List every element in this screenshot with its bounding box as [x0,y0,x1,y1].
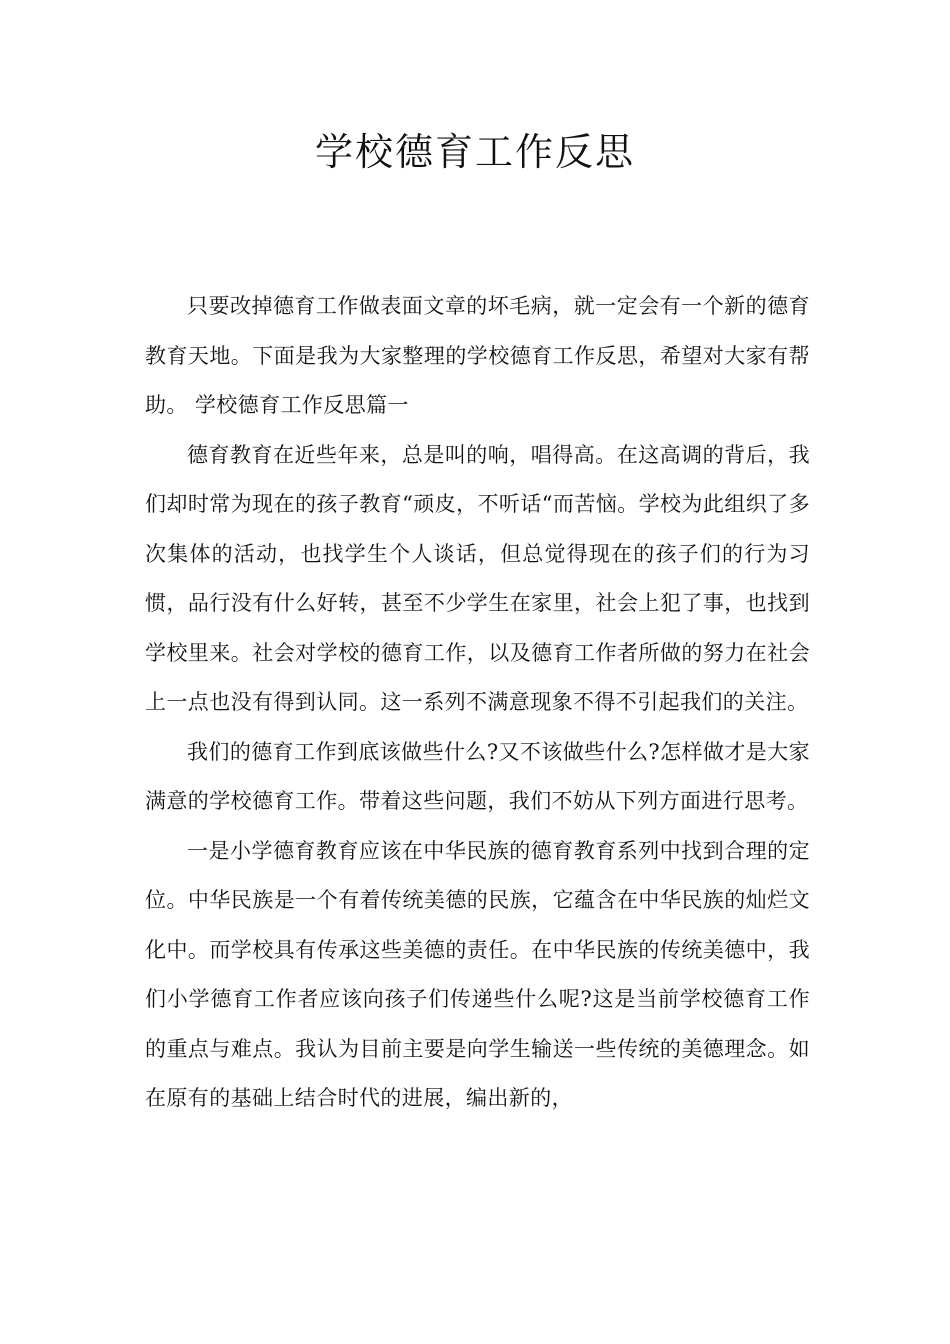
paragraph-background: 德育教育在近些年来，总是叫的响，唱得高。在这高调的背后，我们却时常为现在的孩子教育“顽皮，不听话“而苦恼。学校为此组织了多次集体的活动，也找学生个人谈话，但总觉得现在的孩子们的行为习惯，品行没有什么好转，甚至不少学生在家里，社会上犯了事，也找到学校里来。社会对学校的德育工作，以及德育工作者所做的努力在社会上一点也没有得到认同。这一系列不满意现象不得不引起我们的关注。 [145,442,810,714]
document-body [145,282,810,1124]
paragraph-questions: 我们的德育工作到底该做些什么?又不该做些什么?怎样做才是大家满意的学校德育工作。带着这些问题，我们不妨从下列方面进行思考。 [145,739,810,813]
paragraph-point-one: 一是小学德育教育应该在中华民族的德育教育系列中找到合理的定位。中华民族是一个有着传统美德的民族，它蕴含在中华民族的灿烂文化中。而学校具有传承这些美德的责任。在中华民族的传统美德中，我们小学德育工作者应该向孩子们传递些什么呢?这是当前学校德育工作的重点与难点。我认为目前主要是向学生输送一些传统的美德理念。如在原有的基础上结合时代的进展，编出新的， [145,838,810,1110]
document-title: 学校德育工作反思 [314,130,635,174]
paragraph-intro: 只要改掉德育工作做表面文章的坏毛病，就一定会有一个新的德育教育天地。下面是我为大家整理的学校德育工作反思，希望对大家有帮助。 学校德育工作反思篇一 [145,294,810,417]
